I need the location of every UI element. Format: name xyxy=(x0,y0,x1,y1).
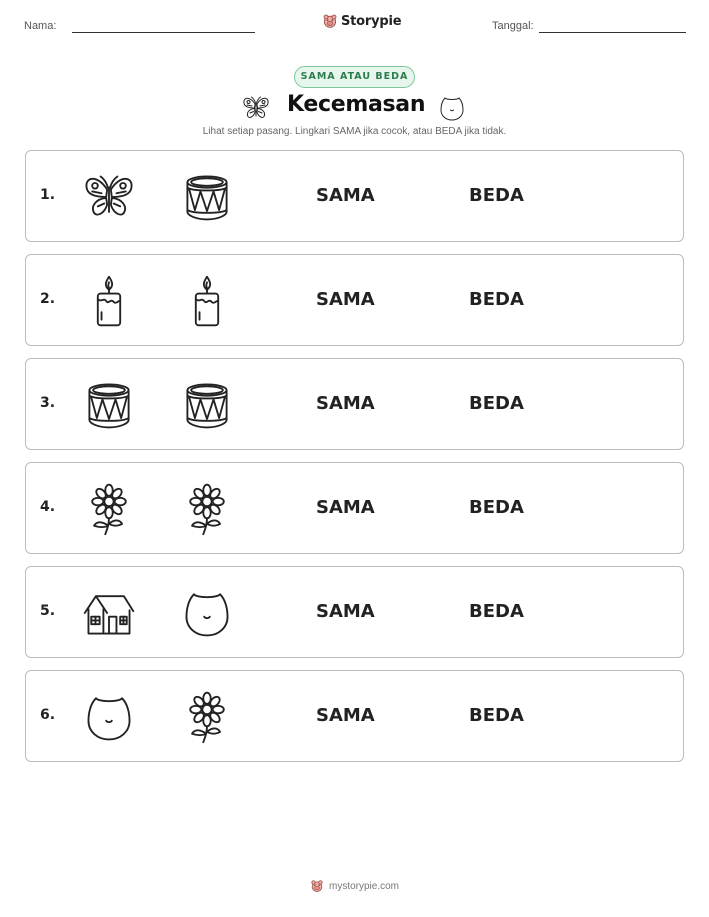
page-title: Kecemasan xyxy=(287,92,426,117)
candle-icon xyxy=(81,273,137,329)
item-number: 6. xyxy=(40,707,56,723)
flower-icon xyxy=(179,481,235,537)
drum-icon xyxy=(179,169,235,225)
flower-icon xyxy=(179,689,235,745)
stomach-icon xyxy=(179,585,235,641)
stomach-icon xyxy=(437,93,467,123)
instructions: Lihat setiap pasang. Lingkari SAMA jika cocok, atau BEDA jika tidak. xyxy=(202,126,507,137)
candle-icon xyxy=(179,273,235,329)
exercise-row xyxy=(25,254,684,346)
same-option[interactable]: SAMA xyxy=(316,601,375,622)
drum-icon xyxy=(179,377,235,433)
name-field[interactable] xyxy=(72,32,255,33)
drum-icon xyxy=(81,377,137,433)
different-option[interactable]: BEDA xyxy=(469,497,524,518)
different-option[interactable]: BEDA xyxy=(469,601,524,622)
activity-badge: SAMA ATAU BEDA xyxy=(294,66,415,88)
footer-url[interactable]: mystorypie.com xyxy=(328,880,399,892)
name-label: Nama: xyxy=(24,20,57,32)
different-option[interactable]: BEDA xyxy=(469,289,524,310)
house-icon xyxy=(81,585,137,641)
brand-logo xyxy=(322,13,401,29)
same-option[interactable]: SAMA xyxy=(316,289,375,310)
same-option[interactable]: SAMA xyxy=(316,185,375,206)
footer xyxy=(0,879,709,893)
item-number: 4. xyxy=(40,499,56,515)
butterfly-icon xyxy=(241,93,271,123)
flower-icon xyxy=(81,481,137,537)
exercise-row xyxy=(25,566,684,658)
different-option[interactable]: BEDA xyxy=(469,705,524,726)
different-option[interactable]: BEDA xyxy=(469,393,524,414)
exercise-row xyxy=(25,358,684,450)
date-label: Tanggal: xyxy=(492,20,534,32)
same-option[interactable]: SAMA xyxy=(316,705,375,726)
butterfly-icon xyxy=(81,169,137,225)
exercise-row xyxy=(25,670,684,762)
item-number: 3. xyxy=(40,395,56,411)
date-field[interactable] xyxy=(539,32,686,33)
stomach-icon xyxy=(81,689,137,745)
item-number: 2. xyxy=(40,291,56,307)
brand-name: Storypie xyxy=(341,13,402,29)
item-number: 5. xyxy=(40,603,56,619)
exercise-row xyxy=(25,462,684,554)
different-option[interactable]: BEDA xyxy=(469,185,524,206)
same-option[interactable]: SAMA xyxy=(316,497,375,518)
pig-icon xyxy=(322,13,338,29)
item-number: 1. xyxy=(40,187,56,203)
exercise-row xyxy=(25,150,684,242)
same-option[interactable]: SAMA xyxy=(316,393,375,414)
pig-icon xyxy=(310,879,324,893)
